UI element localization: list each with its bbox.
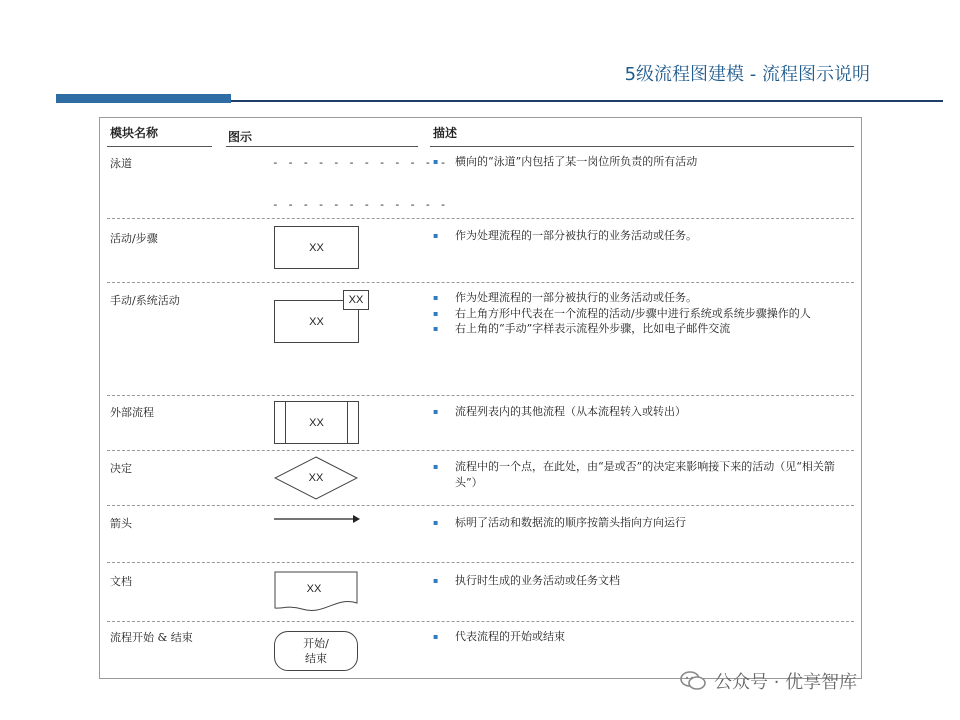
row-label-arrow: 箭头: [110, 517, 132, 530]
watermark: [680, 668, 857, 694]
header-description: 描述: [433, 126, 458, 140]
swimlane-dash-top: - - - - - - - - - - - -: [272, 156, 448, 169]
desc-bullet: ▪ 横向的“泳道”内包括了某一岗位所负责的所有活动: [433, 154, 853, 170]
manual-system-corner-box: [343, 290, 369, 310]
header-underline-module: [107, 146, 212, 147]
external-process-left-bar: [285, 402, 286, 443]
row-separator: [107, 218, 854, 219]
row-label-terminator: 流程开始 & 结束: [110, 631, 193, 644]
external-process-right-bar: [347, 402, 348, 443]
row-label-manual-system: 手动/系统活动: [110, 294, 180, 307]
activity-box-text: XX: [309, 241, 324, 254]
row-separator: [107, 282, 854, 283]
terminator-text-start: 开始/: [303, 637, 329, 650]
row-label-document: 文档: [110, 575, 132, 588]
row-desc-activity: [433, 228, 853, 244]
header-underline-diagram: [226, 146, 418, 147]
desc-bullet: ▪ 流程列表内的其他流程（从本流程转入或转出）: [433, 404, 853, 420]
accent-bar: [56, 94, 231, 103]
desc-bullet: ▪ 右上角的“手动”字样表示流程外步骤，比如电子邮件交流: [433, 321, 853, 337]
row-desc-external-process: [433, 404, 853, 420]
header-underline-description: [430, 146, 854, 147]
header-rule: [231, 100, 943, 102]
row-label-activity: 活动/步骤: [110, 232, 158, 245]
document-text: XX: [306, 583, 322, 595]
desc-bullet: ▪ 标明了活动和数据流的顺序按箭头指向方向运行: [433, 515, 853, 531]
desc-bullet: ▪ 作为处理流程的一部分被执行的业务活动或任务。: [433, 290, 853, 306]
row-separator: [107, 505, 854, 506]
terminator-text-end: 结束: [305, 652, 327, 665]
row-label-swimlane: 泳道: [110, 157, 132, 170]
activity-box-symbol: [274, 226, 359, 269]
row-separator: [107, 450, 854, 451]
row-label-decision: 决定: [110, 462, 132, 475]
page-title: 5级流程图建模 - 流程图示说明: [624, 64, 870, 85]
row-label-external-process: 外部流程: [110, 406, 154, 419]
external-process-text: XX: [309, 416, 324, 429]
row-separator: [107, 395, 854, 396]
manual-system-corner-text: XX: [348, 294, 364, 306]
arrow-symbol: [274, 513, 360, 525]
watermark-text: 公众号 · 优享智库: [714, 672, 858, 693]
row-desc-arrow: [433, 515, 853, 531]
row-separator: [107, 562, 854, 563]
decision-text: XX: [308, 472, 324, 484]
header-module: 模块名称: [110, 126, 159, 140]
desc-bullet: ▪ 执行时生成的业务活动或任务文档: [433, 573, 853, 589]
row-desc-document: [433, 573, 853, 589]
row-desc-decision: [433, 459, 853, 490]
desc-bullet: ▪ 右上角方形中代表在一个流程的活动/步骤中进行系统或系统步骤操作的人: [433, 306, 853, 322]
manual-system-box-text: XX: [309, 315, 324, 328]
row-desc-manual-system: [433, 290, 853, 337]
row-desc-swimlane: [433, 154, 853, 170]
desc-bullet: ▪ 代表流程的开始或结束: [433, 629, 853, 645]
external-process-symbol: [274, 401, 359, 444]
row-desc-terminator: [433, 629, 853, 645]
header-diagram: 图示: [228, 130, 253, 144]
swimlane-dash-bottom: - - - - - - - - - - - -: [272, 198, 448, 211]
wechat-icon: [680, 671, 706, 691]
desc-bullet: ▪ 流程中的一个点，在此处，由“是或否”的决定来影响接下来的活动（见“相关箭头”）: [433, 459, 853, 490]
row-separator: [107, 621, 854, 622]
terminator-symbol: [274, 631, 358, 671]
desc-bullet: ▪ 作为处理流程的一部分被执行的业务活动或任务。: [433, 228, 853, 244]
legend-panel: [99, 117, 862, 679]
